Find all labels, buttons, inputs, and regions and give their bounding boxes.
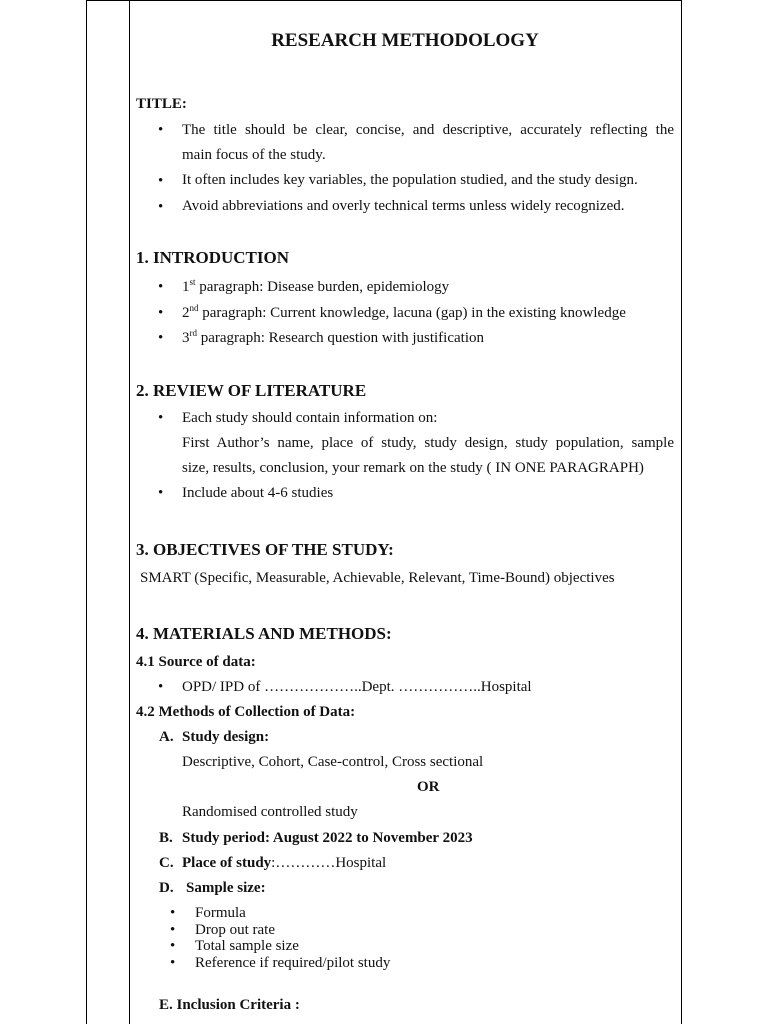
sample-bullet-1: Formula: [195, 905, 246, 921]
objectives-text: SMART (Specific, Measurable, Achievable, Relevant, Time-Bound) objectives: [140, 570, 615, 586]
intro-item-1: 1st paragraph: Disease burden, epidemiology: [182, 277, 450, 295]
place-of-study: Place of study:…………Hospital: [182, 855, 387, 871]
item-a-label: A.: [159, 729, 174, 745]
page-title: RESEARCH METHODOLOGY: [271, 30, 539, 51]
bullet-icon: •: [158, 279, 164, 295]
review-line-4: Include about 4-6 studies: [182, 485, 334, 501]
sample-bullet-2: Drop out rate: [195, 922, 275, 938]
item-c-label: C.: [159, 855, 174, 871]
title-bullet-2: It often includes key variables, the population studied, and the study design.: [182, 172, 638, 188]
materials-heading: 4. MATERIALS AND METHODS:: [136, 624, 392, 643]
study-period-heading: Study period: August 2022 to November 2023: [182, 830, 473, 846]
bullet-icon: •: [170, 905, 176, 921]
bullet-icon: •: [170, 938, 176, 954]
source-heading: 4.1 Source of data:: [136, 654, 256, 670]
bullet-icon: •: [158, 199, 164, 215]
bullet-icon: •: [158, 410, 164, 426]
page-border-left: [86, 0, 87, 1024]
or-label: OR: [417, 779, 440, 795]
review-heading: 2. REVIEW OF LITERATURE: [136, 381, 367, 400]
study-design-text: Descriptive, Cohort, Case-control, Cross sectional: [182, 754, 484, 770]
page-border-top: [86, 0, 682, 1]
study-design-heading: Study design:: [182, 729, 270, 745]
title-bullet-1: The title should be clear, concise, and descriptive, accurately reflecting the: [182, 122, 674, 138]
page-margin-line: [129, 0, 130, 1024]
bullet-icon: •: [170, 922, 176, 938]
item-d-label: D.: [159, 880, 174, 896]
inclusion-criteria-heading: E. Inclusion Criteria :: [159, 997, 300, 1013]
objectives-heading: 3. OBJECTIVES OF THE STUDY:: [136, 540, 394, 559]
bullet-icon: •: [158, 485, 164, 501]
bullet-icon: •: [158, 305, 164, 321]
sample-bullet-3: Total sample size: [195, 938, 299, 954]
review-line-3: size, results, conclusion, your remark on the study ( IN ONE PARAGRAPH): [182, 460, 644, 476]
source-bullet: OPD/ IPD of ………………..Dept. ……………..Hospital: [182, 679, 532, 695]
bullet-icon: •: [158, 122, 164, 138]
bullet-icon: •: [170, 955, 176, 971]
page-border-right: [681, 0, 682, 1024]
intro-item-2: 2nd paragraph: Current knowledge, lacuna (gap) in the existing knowledge: [182, 303, 626, 321]
bullet-icon: •: [158, 173, 164, 189]
review-line-2: First Author’s name, place of study, study design, study population, sample: [182, 435, 674, 451]
introduction-heading: 1. INTRODUCTION: [136, 248, 290, 267]
title-heading: TITLE:: [136, 96, 187, 112]
title-bullet-1-cont: main focus of the study.: [182, 147, 326, 163]
study-design-text-2: Randomised controlled study: [182, 804, 358, 820]
sample-bullet-4: Reference if required/pilot study: [195, 955, 391, 971]
review-line-1: Each study should contain information on:: [182, 410, 438, 426]
sample-size-heading: Sample size:: [186, 880, 266, 896]
bullet-icon: •: [158, 330, 164, 346]
methods-heading: 4.2 Methods of Collection of Data:: [136, 704, 356, 720]
title-bullet-3: Avoid abbreviations and overly technical terms unless widely recognized.: [182, 198, 625, 214]
bullet-icon: •: [158, 679, 164, 695]
item-b-label: B.: [159, 830, 173, 846]
intro-item-3: 3rd paragraph: Research question with justification: [182, 328, 484, 346]
